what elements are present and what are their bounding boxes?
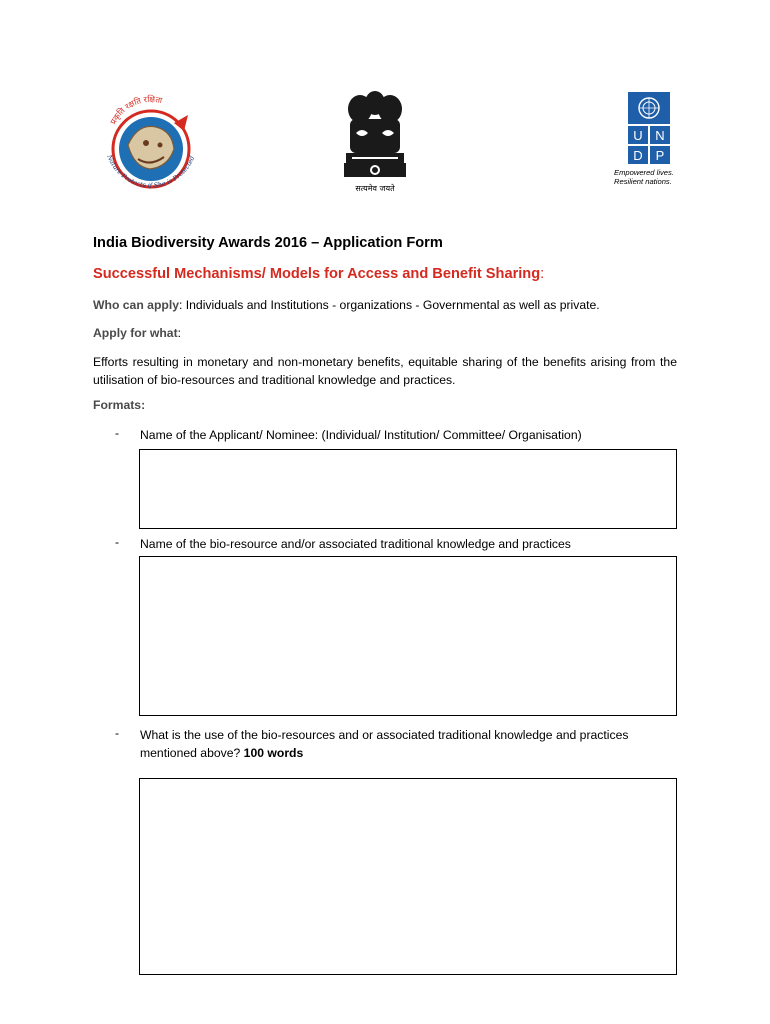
svg-text:U: U — [633, 128, 643, 143]
bullet-dash: - — [115, 426, 120, 440]
applicant-name-label: Name of the Applicant/ Nominee: (Individual/ Institution/ Committee/ Organisation) — [140, 428, 582, 442]
emblem-motto: सत्यमेव जयते — [355, 184, 395, 193]
who-can-apply — [93, 298, 600, 312]
bullet-dash: - — [115, 535, 120, 549]
subtitle-text: Successful Mechanisms/ Models for Access and Benefit Sharing — [93, 266, 541, 282]
apply-for-what — [93, 326, 181, 340]
subtitle-colon: : — [540, 266, 545, 282]
svg-text:Nature Protects if She is Prot: Nature Protects if She is Protected — [105, 153, 197, 190]
svg-text:D: D — [633, 148, 643, 163]
word-limit: 100 words — [243, 746, 304, 760]
bio-resource-name-label: Name of the bio-resource and/or associated traditional knowledge and practices — [140, 537, 571, 551]
undp-tagline-2: Resilient nations. — [614, 177, 672, 186]
svg-text:P: P — [655, 148, 665, 163]
efforts-paragraph: Efforts resulting in monetary and non-monetary benefits, equitable sharing of the benefits arising from the utilisation of bio-resources and traditional knowledge and practices. — [93, 355, 677, 387]
national-emblem-icon — [336, 87, 414, 195]
who-can-apply-label: Who can apply — [93, 298, 179, 312]
bio-resource-use-text: What is the use of the bio-resources and or associated traditional knowledge and practices mentioned above? — [140, 728, 629, 760]
bio-resource-use-label — [140, 726, 680, 762]
formats-label: Formats: — [93, 398, 146, 412]
svg-text:प्रकृति रक्षति रक्षिता: प्रकृति रक्षति रक्षिता — [108, 94, 163, 126]
bullet-dash: - — [115, 726, 120, 740]
apply-for-what-colon: : — [177, 326, 182, 340]
bio-resource-use-field[interactable] — [139, 778, 677, 975]
who-can-apply-text: : Individuals and Institutions - organizations - Governmental as well as private. — [179, 298, 600, 312]
form-subtitle — [93, 266, 544, 282]
undp-logo — [628, 92, 670, 164]
undp-tagline-1: Empowered lives. — [614, 168, 674, 177]
apply-for-what-label: Apply for what — [93, 326, 178, 340]
form-title: India Biodiversity Awards 2016 – Application Form — [93, 235, 443, 251]
undp-tagline — [614, 168, 686, 186]
nature-protects-logo — [98, 93, 204, 197]
svg-text:N: N — [655, 128, 665, 143]
applicant-name-field[interactable] — [139, 449, 677, 529]
bio-resource-name-field[interactable] — [139, 556, 677, 716]
